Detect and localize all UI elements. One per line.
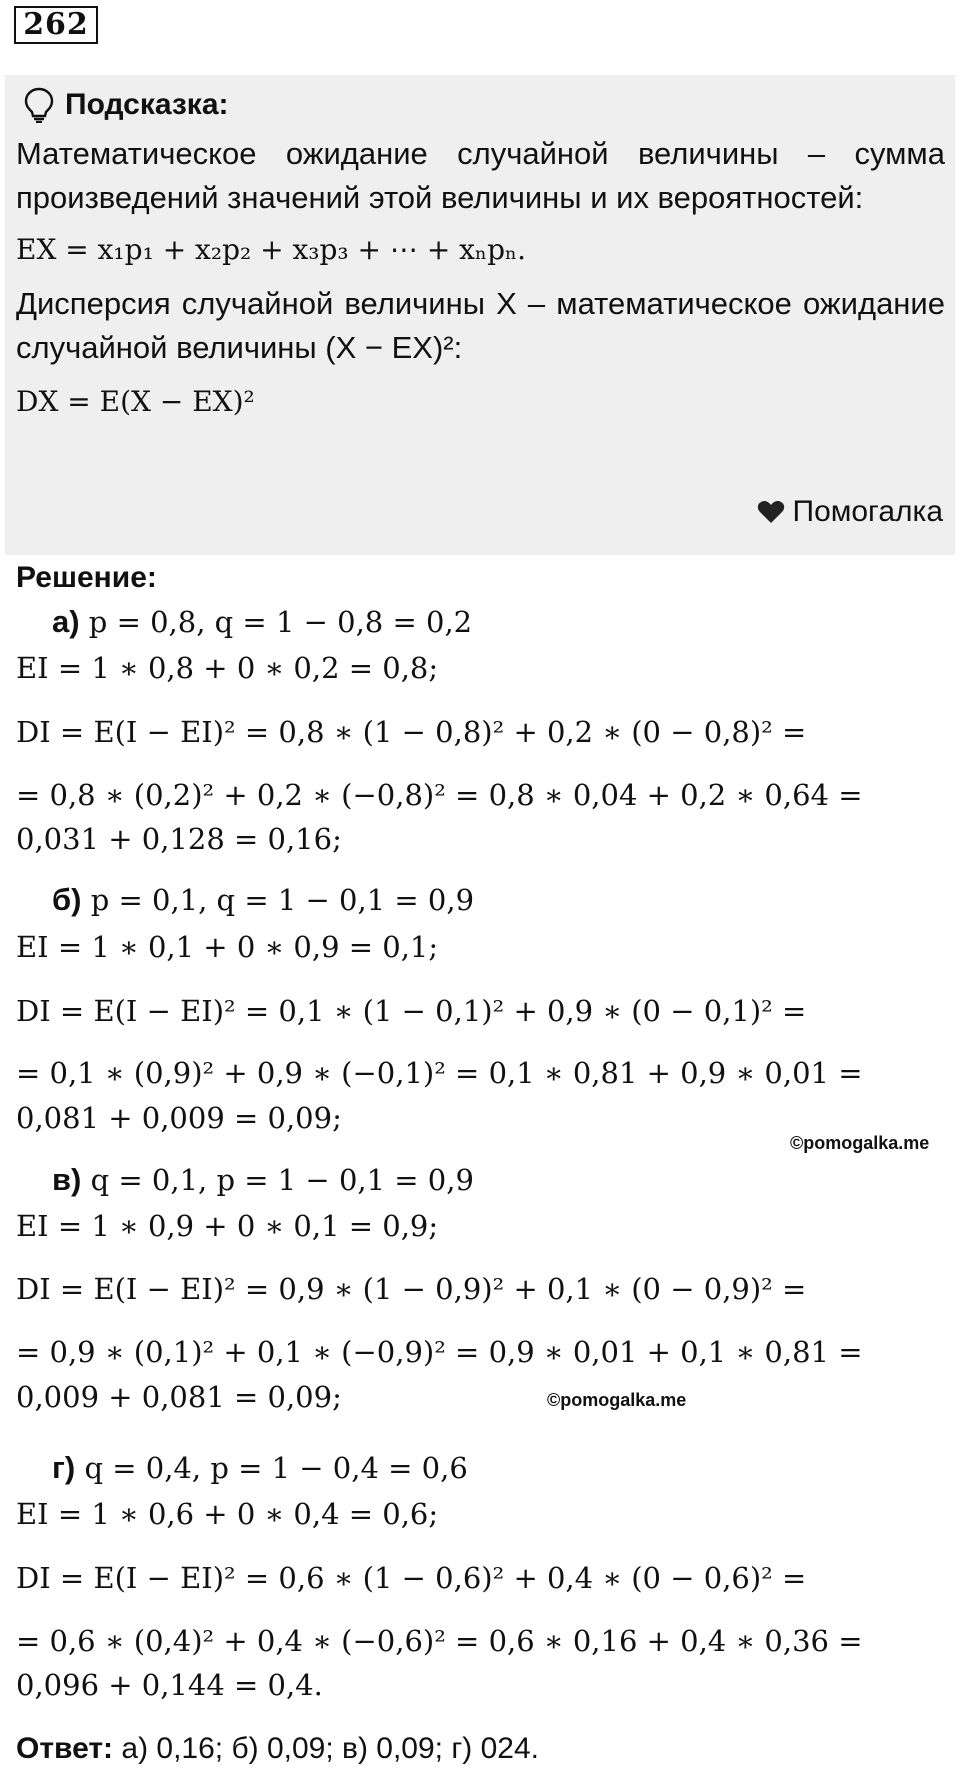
brand-label — [757, 495, 944, 529]
part-v-di-2: = 0,9 ∗ (0,1)² + 0,1 ∗ (−0,9)² = 0,9 ∗ 0,01 + 0,1 ∗ 0,81 = — [16, 1335, 863, 1369]
hint-paragraph-2: Дисперсия случайной величины X – математическое ожидание случайной величины (X − EX)²: — [16, 286, 945, 365]
part-v-condition — [52, 1160, 474, 1200]
watermark: ©pomogalka.me — [547, 1390, 687, 1410]
part-a-di-2: = 0,8 ∗ (0,2)² + 0,2 ∗ (−0,8)² = 0,8 ∗ 0,04 + 0,2 ∗ 0,64 = — [16, 778, 863, 812]
part-b-ei: EI = 1 ∗ 0,1 + 0 ∗ 0,9 = 0,1; — [16, 930, 439, 964]
part-b-cond-text: p = 0,1, q = 1 − 0,1 = 0,9 — [90, 883, 475, 917]
part-a-label: а) — [52, 604, 80, 639]
part-b-di-2: = 0,1 ∗ (0,9)² + 0,9 ∗ (−0,1)² = 0,1 ∗ 0,81 + 0,9 ∗ 0,01 = — [16, 1056, 863, 1090]
part-a-di-3: 0,031 + 0,128 = 0,16; — [16, 822, 342, 856]
part-a-cond-text: p = 0,8, q = 1 − 0,8 = 0,2 — [88, 605, 473, 639]
lightbulb-icon — [23, 87, 55, 123]
hint-title-text: Подсказка: — [65, 88, 229, 121]
part-g-label: г) — [52, 1450, 76, 1485]
watermark: ©pomogalka.me — [790, 1133, 930, 1153]
solution-heading: Решение: — [16, 561, 157, 594]
answer — [16, 1729, 539, 1769]
part-b-condition — [52, 880, 474, 920]
part-a-condition — [52, 602, 472, 642]
brand-text: Помогалка — [792, 495, 943, 528]
part-b-di-1: DI = E(I − EI)² = 0,1 ∗ (1 − 0,1)² + 0,9 ∗ (0 − 0,1)² = — [16, 994, 807, 1028]
part-g-condition — [52, 1448, 468, 1488]
answer-label: Ответ: — [16, 1732, 114, 1765]
heart-icon — [757, 500, 785, 524]
task-number: 262 — [14, 6, 98, 44]
hint-paragraph-1: Математическое ожидание случайной величины – сумма произведений значений этой величины и их вероятностей: — [16, 136, 945, 215]
part-b-di-3: 0,081 + 0,009 = 0,09; — [16, 1101, 342, 1135]
part-g-cond-text: q = 0,4, p = 1 − 0,4 = 0,6 — [84, 1451, 468, 1485]
part-v-di-1: DI = E(I − EI)² = 0,9 ∗ (1 − 0,9)² + 0,1 ∗ (0 − 0,9)² = — [16, 1272, 807, 1306]
hint-panel — [5, 75, 955, 555]
answer-text: а) 0,16; б) 0,09; в) 0,09; г) 024. — [113, 1732, 539, 1765]
part-g-di-3: 0,096 + 0,144 = 0,4. — [16, 1668, 323, 1702]
part-b-label: б) — [52, 882, 82, 917]
part-g-di-2: = 0,6 ∗ (0,4)² + 0,4 ∗ (−0,6)² = 0,6 ∗ 0,16 + 0,4 ∗ 0,36 = — [16, 1624, 863, 1658]
part-a-di-1: DI = E(I − EI)² = 0,8 ∗ (1 − 0,8)² + 0,2 ∗ (0 − 0,8)² = — [16, 715, 807, 749]
part-v-ei: EI = 1 ∗ 0,9 + 0 ∗ 0,1 = 0,9; — [16, 1209, 439, 1243]
part-g-ei: EI = 1 ∗ 0,6 + 0 ∗ 0,4 = 0,6; — [16, 1497, 439, 1531]
part-a-ei: EI = 1 ∗ 0,8 + 0 ∗ 0,2 = 0,8; — [16, 651, 439, 685]
hint-title — [23, 87, 229, 123]
hint-formula-dx: DX = E(X − EX)² — [16, 385, 255, 418]
part-v-di-3: 0,009 + 0,081 = 0,09; — [16, 1380, 342, 1414]
hint-formula-ex: EX = x₁p₁ + x₂p₂ + x₃p₃ + ⋯ + xₙpₙ. — [16, 233, 527, 266]
part-g-di-1: DI = E(I − EI)² = 0,6 ∗ (1 − 0,6)² + 0,4 ∗ (0 − 0,6)² = — [16, 1561, 807, 1595]
part-v-label: в) — [52, 1162, 82, 1197]
part-v-cond-text: q = 0,1, p = 1 − 0,1 = 0,9 — [90, 1163, 474, 1197]
